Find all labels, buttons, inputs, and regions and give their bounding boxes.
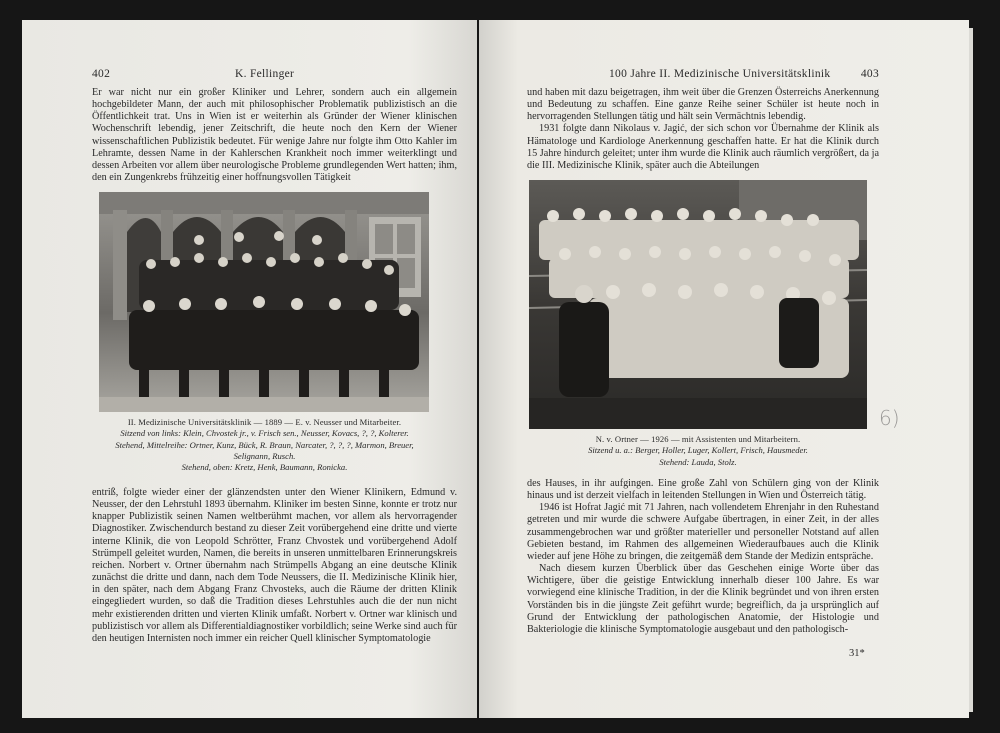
left-text-top xyxy=(92,87,457,184)
right-text-bottom xyxy=(527,478,879,636)
paragraph: des Hauses, in ihr aufgingen. Eine große Zahl von Schülern ging von der Klinik hinaus und ist derzeit vielfach in leitenden Stellungen in Wien und Österreich tätig. xyxy=(527,478,879,502)
left-page xyxy=(22,20,477,718)
right-page-number: 403 xyxy=(860,68,879,80)
right-text-top xyxy=(527,87,879,172)
paragraph: Nach diesem kurzen Überblick über das Geschehen einige Worte über das Wichtigere, über die geistige Entwicklung innerhalb dieser 100 Jahre. Es war vorwiegend eine klinische Tradition, in der die Klinik begründet und von ihren ersten Vorständen bis in die jüngste Zeit geführt wurde; begreiflich, da ja ursprünglich auf Grund der Entwicklung der pathologischen Anatomie, der Histologie und Bakteriologie die klinische Symptomatologie ausgebaut und den pathologisch- xyxy=(527,563,879,635)
group-photo-1889-image xyxy=(99,192,429,412)
paragraph: entriß, folgte wieder einer der glänzendsten unter den Wiener Klinikern, Edmund v. Neusser, der den Lehrstuhl 1893 übernahm. Kliniker im besten Sinne, konnte er trotz nur knapper Publizistik seinen Namen weltberühmt machen, vor allem als hervorragender Diagnostiker. Zwischendurch bestand zu dieser Zeit vorübergehend eine dritte und vierte interne Klinik, die von Leopold Schrötter, Franz Chvostek und vorübergehend Adolf Strümpell geleitet wurden, Namen, die bereits in unseren unmittelbaren Erinnerungskreis reichen. Norbert v. Ortner übernahm nach Strümpells Abgang an eine deutsche Klinik zunächst die dritte und dann, nach dem Tode Neussers, die II. Medizinische Klinik hier, in den später, nach dem Abgang Franz Chvosteks, auch die Räume der dritten Klinik eingegliedert wurden, so daß die Tradition dieses Lehrstuhles auch die der nun nicht mehr existierenden dritten und vierten Klinik umfaßt. Norbert v. Ortner war klinisch und publizistisch vor allem als Differentialdiagnostiker vorbildlich; seine Werke sind auch für den heutigen Internisten noch immer ein reicher Quell klinischer Symptomatologie xyxy=(92,487,457,644)
left-running-head xyxy=(92,68,457,80)
caption-line: N. v. Ortner — 1926 — mit Assistenten und Mitarbeitern. xyxy=(595,434,801,444)
caption-line: Sitzend u. a.: Berger, Holler, Luger, Kollert, Frisch, Hausmeder. xyxy=(588,445,808,456)
left-text-bottom xyxy=(92,487,457,645)
caption-line: Stehend, Mittelreihe: Ortner, Kunz, Bück, R. Braun, Narcater, ?, ?, ?, Marmon, Breuer, xyxy=(115,439,414,450)
paragraph: 1931 folgte dann Nikolaus v. Jagić, der sich schon vor Übernahme der Klinik als Hämatologe und Kardiologe Anerkennung geschaffen hatte. Er hat die Klinik durch 15 Jahre hindurch geleitet; unter ihm wurde die Klinik auch räumlich vergrößert, da ja die III. Medizinische Klinik, später auch die Abteilungen xyxy=(527,123,879,171)
group-photo-1926-image xyxy=(529,180,867,429)
pencil-note: 6) xyxy=(879,406,900,430)
left-photo-caption xyxy=(92,417,437,473)
right-head-title: 100 Jahre II. Medizinische Universitätsklinik xyxy=(609,68,831,80)
group-photo-1926 xyxy=(529,180,867,429)
caption-line: Stehend, oben: Kretz, Henk, Baumann, Ronicka. xyxy=(181,462,348,473)
left-page-number: 402 xyxy=(92,68,111,80)
caption-line: Stehend: Lauda, Stolz. xyxy=(659,456,737,467)
caption-line: II. Medizinische Universitätsklinik — 1889 — E. v. Neusser und Mitarbeiter. xyxy=(127,417,402,427)
right-photo-caption xyxy=(529,434,867,468)
paragraph: 1946 ist Hofrat Jagić mit 71 Jahren, nach vollendetem Ehrenjahr in den Ruhestand getreten und mir wurde die schwere Aufgabe übertragen, in einer Zeit, in der alles zusammengebrochen war und größter materieller und personeller Notstand auf allen Gebieten bestand, im Rahmen des allgemeinen Wiederaufbaues auch die Klinik wieder auf jene Höhe zu bringen, die zeitgemäß dem Stande der Medizin entspräche. xyxy=(527,502,879,562)
group-photo-1889 xyxy=(99,192,429,412)
signature-mark: 31* xyxy=(849,648,865,659)
caption-line: Sitzend von links: Klein, Chvostek jr., v. Frisch sen., Neusser, Kovacs, ?, ?, Kolterer. xyxy=(120,428,409,439)
caption-line: Selignann, Rusch. xyxy=(233,450,296,461)
right-page xyxy=(479,20,969,718)
paragraph: Er war nicht nur ein großer Kliniker und Lehrer, sondern auch ein allgemein hochgebildeter Mann, der auch mit philosophischer Problematik publizistisch an die Öffentlichkeit trat. Uns in Wien ist er weiterhin als Gründer der Wiener klinischen Wochenschrift lebendig, jener Zeitschrift, die heute noch den Kern der Wiener wissenschaftlichen Publizistik bedeutet. Für wenige Jahre nur folgte ihm Otto Kahler im Lehramte, dessen Name in der Kahlerschen Krankheit noch immer weiterklingt und dessen Arbeiten vor allem über neurologische Probleme grundlegenden Wert hatten; ihm, den ein Zungenkrebs frühzeitig einer hoffnungsvollen Tätigkeit xyxy=(92,87,457,184)
paragraph: und haben mit dazu beigetragen, ihm weit über die Grenzen Österreichs Anerkennung und Bedeutung zu schaffen. Eine ganze Reihe seiner Schüler ist heute noch in hervorragenden Stellungen tätig und hält sein Vermächtnis lebendig. xyxy=(527,87,879,123)
book-spread xyxy=(22,20,972,718)
left-head-title: K. Fellinger xyxy=(235,68,295,80)
